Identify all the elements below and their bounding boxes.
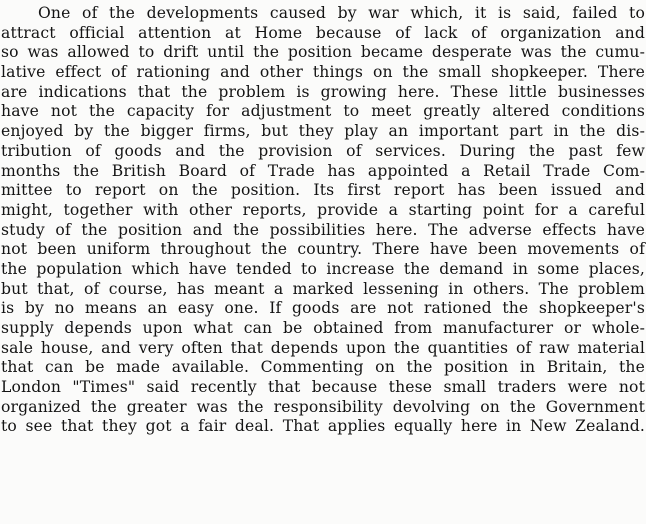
text-line-1: One of the developments caused by war which, it is said, failed to <box>38 4 645 22</box>
article-text <box>0 4 646 437</box>
text-line-17: supply depends upon what can be obtained from manufacturer or whole- <box>1 319 645 337</box>
text-line-11: might, together with other reports, provide a starting point for a careful <box>1 200 645 219</box>
text-line-14: the population which have tended to increase the demand in some places, <box>1 259 645 278</box>
text-line-19: that can be made available. Commenting on the position in Britain, the <box>1 358 645 377</box>
text-line-3: so was allowed to drift until the position became desperate was the cumu- <box>1 43 645 62</box>
text-line-5: are indications that the problem is growing here. These little businesses <box>1 82 645 101</box>
text-line-22: to see that they got a fair deal. That applies equally here in New Zealand. <box>1 417 645 436</box>
text-line-10: mittee to report on the position. Its first report has been issued and <box>1 181 645 200</box>
text-line-9: months the British Board of Trade has appointed a Retail Trade Com- <box>1 161 645 180</box>
text-line-18: sale house, and very often that depends upon the quantities of raw material <box>1 338 645 357</box>
text-line-20: London "Times" said recently that because these small traders were not <box>1 378 645 397</box>
text-line-15: but that, of course, has meant a marked lessening in others. The problem <box>1 279 645 298</box>
text-line-16: is by no means an easy one. If goods are not rationed the shopkeeper's <box>1 299 645 318</box>
text-line-4: lative effect of rationing and other things on the small shopkeeper. There <box>1 63 645 82</box>
text-line-6: have not the capacity for adjustment to meet greatly altered conditions <box>1 102 645 121</box>
text-line-8: tribution of goods and the provision of services. During the past few <box>1 141 645 160</box>
text-line-13: not been uniform throughout the country. There have been movements of <box>1 240 645 259</box>
text-line-12: study of the position and the possibilities here. The adverse effects have <box>1 220 645 239</box>
text-line-7: enjoyed by the bigger firms, but they play an important part in the dis- <box>1 122 645 141</box>
text-line-21: organized the greater was the responsibility devolving on the Government <box>1 397 645 416</box>
text-line-2: attract official attention at Home because of lack of organization and <box>1 23 645 42</box>
